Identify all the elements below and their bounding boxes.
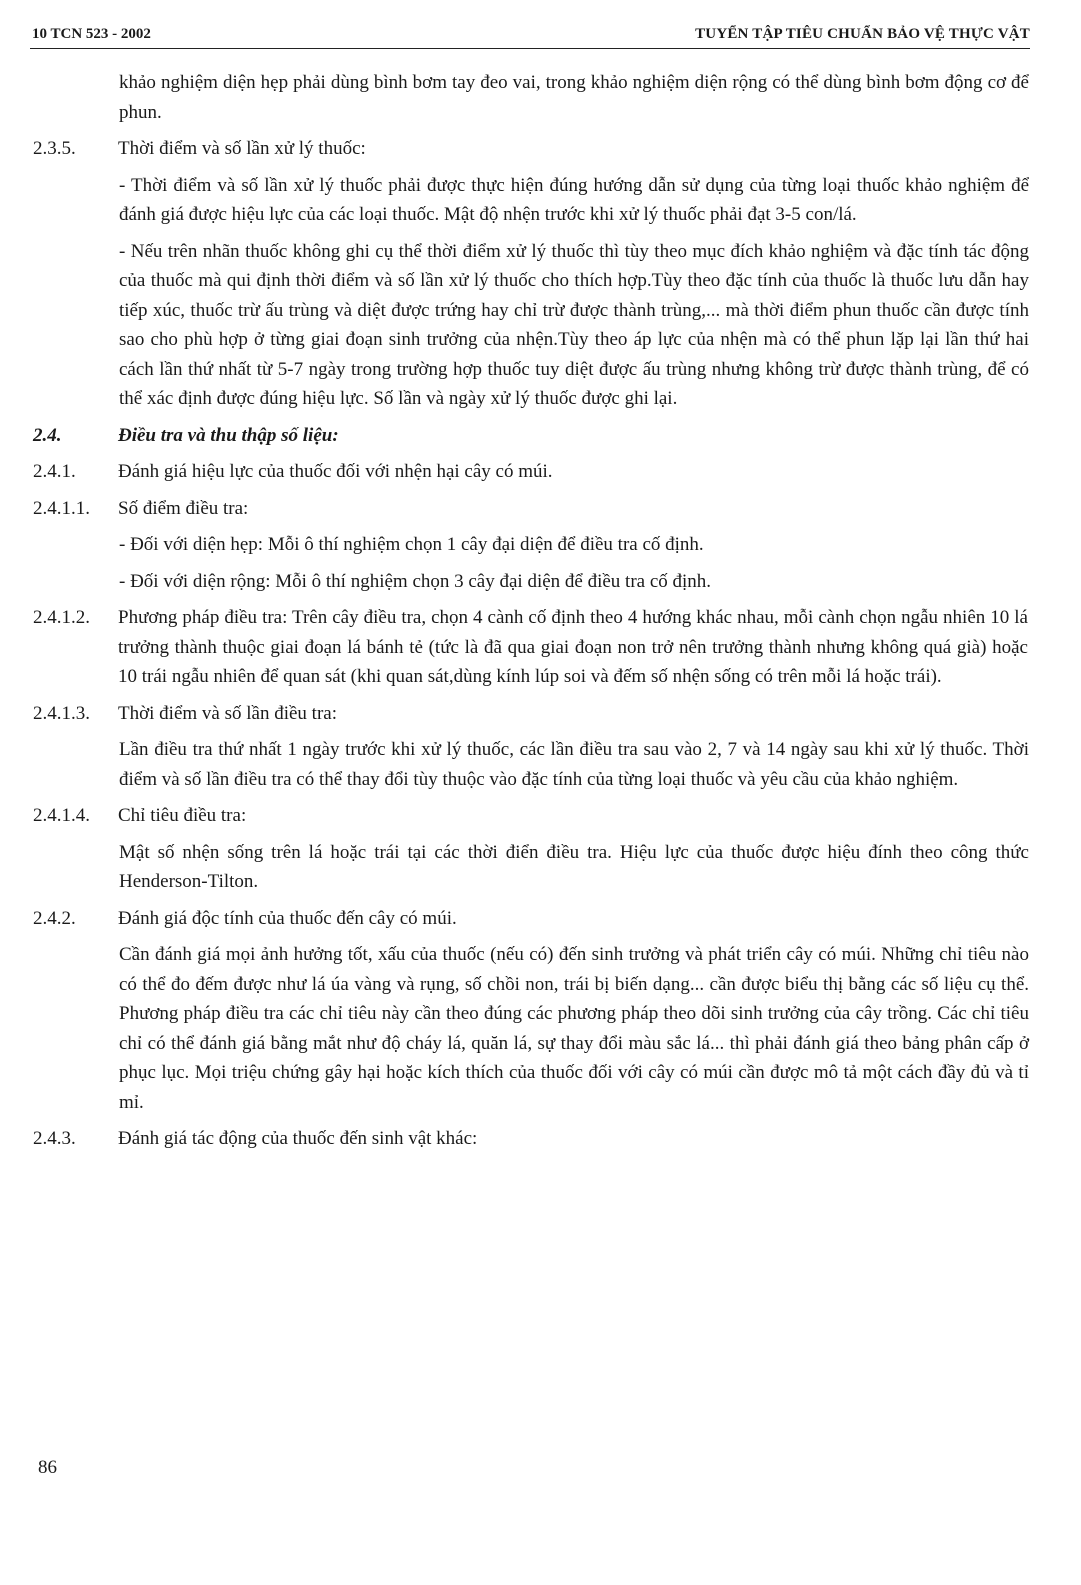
section-number: 2.4. bbox=[33, 424, 62, 446]
section-number: 2.4.1.1. bbox=[33, 497, 90, 519]
section-2-4-2 bbox=[0, 904, 1081, 934]
page-number: 86 bbox=[38, 1457, 57, 1478]
paragraph: - Đối với diện rộng: Mỗi ô thí nghiệm chọn 3 cây đại diện để điều tra cố định. bbox=[119, 570, 712, 592]
section-2-4-1-2 bbox=[0, 603, 1081, 692]
section-2-4-1-3 bbox=[0, 699, 1081, 729]
section-number: 2.3.5. bbox=[33, 138, 76, 159]
paragraph: Lần điều tra thứ nhất 1 ngày trước khi xử lý thuốc, các lần điều tra sau vào 2, 7 và 14 ngày sau khi xử lý thuốc. Thời điểm và số lần điều tra có thể thay đổi tùy thuộc vào đặc tính của từng loại thuốc và yêu cầu của khảo nghiệm. bbox=[119, 739, 1029, 790]
section-number: 2.4.1.3. bbox=[33, 702, 90, 724]
section-number: 2.4.1.4. bbox=[33, 805, 90, 826]
section-title: Đánh giá hiệu lực của thuốc đối với nhện hại cây có múi. bbox=[118, 461, 553, 482]
paragraph: Mật số nhện sống trên lá hoặc trái tại các thời điển điều tra. Hiệu lực của thuốc được hiệu đính theo công thức Henderson-Tilton. bbox=[119, 841, 1029, 892]
collection-title: TUYỂN TẬP TIÊU CHUẨN BẢO VỆ THỰC VẬT bbox=[695, 26, 1030, 42]
paragraph: - Đối với diện hẹp: Mỗi ô thí nghiệm chọn 1 cây đại diện để điều tra cố định. bbox=[119, 534, 704, 555]
standard-code: 10 TCN 523 - 2002 bbox=[32, 26, 151, 42]
section-2-4-1-1 bbox=[0, 494, 1081, 524]
section-number: 2.4.1.2. bbox=[33, 607, 90, 628]
section-title: Thời điểm và số lần xử lý thuốc: bbox=[118, 138, 366, 159]
section-2-4-1 bbox=[0, 457, 1081, 487]
section-title: Thời điểm và số lần điều tra: bbox=[118, 702, 337, 724]
page-body bbox=[0, 68, 1081, 1154]
paragraph: khảo nghiệm diện hẹp phải dùng bình bơm tay đeo vai, trong khảo nghiệm diện rộng có thể dùng bình bơm động cơ để phun. bbox=[119, 72, 1029, 123]
section-2-3-5 bbox=[0, 134, 1081, 164]
section-2-4 bbox=[0, 421, 1081, 451]
paragraph: - Nếu trên nhãn thuốc không ghi cụ thể thời điểm xử lý thuốc thì tùy theo mục đích khảo nghiệm và đặc tính tác động của thuốc mà qui định thời điểm và số lần xử lý thuốc cho thích hợp.Tùy theo đặc tính của thuốc là thuốc lưu dẫn hay tiếp xúc, thuốc trừ ấu trùng và diệt được trứng hay chỉ trừ được thành trùng,... mà thời điểm phun thuốc cần được tính sao cho phù hợp ở từng giai đoạn sinh trưởng của nhện.Tùy theo áp lực của nhện mà có thể phun lặp lại lần thứ hai cách lần thứ nhất từ 5-7 ngày trong trường hợp thuốc tuy diệt được ấu trùng nhưng không trừ được thành trùng, để có thể xác định được đúng hiệu lực. Số lần và ngày xử lý thuốc được ghi lại. bbox=[119, 240, 1029, 409]
section-number: 2.4.1. bbox=[33, 461, 76, 482]
section-title: Đánh giá tác động của thuốc đến sinh vật khác: bbox=[118, 1128, 478, 1149]
paragraph: - Thời điểm và số lần xử lý thuốc phải được thực hiện đúng hướng dẫn sử dụng của từng loại thuốc khảo nghiệm để đánh giá được hiệu lực của các loại thuốc. Mật độ nhện trước khi xử lý thuốc phải đạt 3-5 con/lá. bbox=[119, 174, 1029, 225]
section-number: 2.4.3. bbox=[33, 1128, 76, 1149]
section-text: Phương pháp điều tra: Trên cây điều tra, chọn 4 cành cố định theo 4 hướng khác nhau, mỗi cành chọn ngẫu nhiên 10 lá trưởng thành thuộc giai đoạn lá bánh tẻ (tức là đã qua giai đoạn non trở nên trưởng thành nhưng không quá già) hoặc 10 trái ngẫu nhiên để quan sát (khi quan sát,dùng kính lúp soi và đếm số nhện sống có trên mỗi lá hoặc trái). bbox=[118, 607, 1028, 687]
section-title: Đánh giá độc tính của thuốc đến cây có múi. bbox=[118, 907, 457, 929]
section-2-4-3 bbox=[0, 1124, 1081, 1154]
section-title: Chỉ tiêu điều tra: bbox=[118, 805, 247, 826]
section-number: 2.4.2. bbox=[33, 907, 76, 929]
running-header bbox=[30, 22, 1030, 49]
section-title: Điều tra và thu thập số liệu: bbox=[118, 424, 339, 446]
section-2-4-1-4 bbox=[0, 801, 1081, 831]
section-title: Số điểm điều tra: bbox=[118, 497, 249, 519]
paragraph: Cần đánh giá mọi ảnh hưởng tốt, xấu của thuốc (nếu có) đến sinh trưởng và phát triển cây có múi. Những chỉ tiêu nào có thể đo đếm được như lá úa vàng và rụng, số chồi non, trái bị biến dạng... cần được biểu thị bằng các số liệu cụ thể. Phương pháp điều tra các chỉ tiêu này cần theo đúng các phương pháp theo dõi sinh trưởng của cây trồng. Các chỉ tiêu chỉ có thể đánh giá bằng mắt như độ cháy lá, quăn lá, sự thay đổi màu sắc lá... thì phải đánh giá theo bảng phân cấp ở phục lục. Mọi triệu chứng gây hại hoặc kích thích của thuốc đối với cây có múi cần được mô tả một cách đầy đủ và tỉ mỉ. bbox=[119, 944, 1029, 1113]
